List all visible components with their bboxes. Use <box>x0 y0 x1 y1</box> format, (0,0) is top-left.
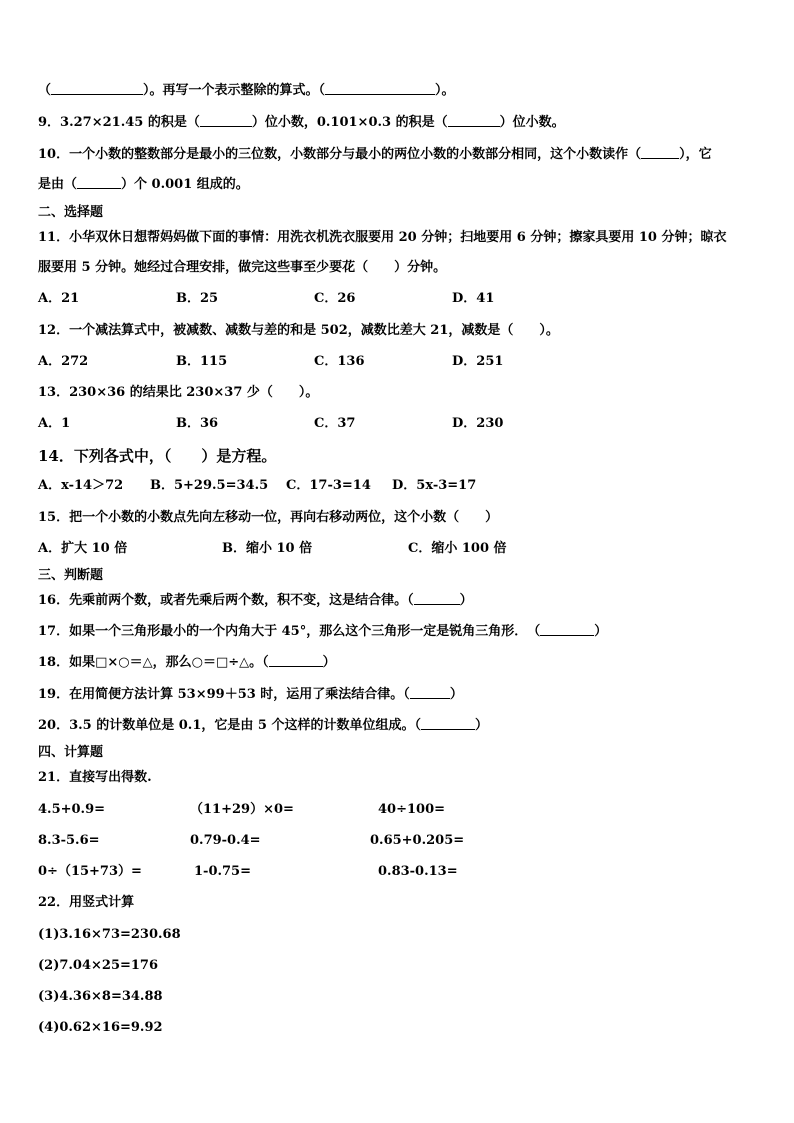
q11-option-d[interactable]: D．41 <box>452 291 495 306</box>
q19-blank[interactable] <box>410 686 450 699</box>
question-12 <box>38 322 559 340</box>
q10-text-d: ）个 0.001 组成的。 <box>121 177 249 192</box>
q13-option-d[interactable]: D．230 <box>452 416 504 431</box>
q15-option-b[interactable]: B．缩小 10 倍 <box>222 541 313 556</box>
q10-text-c: 是由（ <box>38 177 78 192</box>
question-16 <box>38 592 473 610</box>
q12-option-c[interactable]: C．136 <box>314 354 365 369</box>
q20-blank[interactable] <box>421 717 475 730</box>
q18-close: ） <box>322 655 336 670</box>
q22-number: 22． <box>38 895 70 910</box>
q10-blank-2[interactable] <box>77 176 121 189</box>
q21-expr-2-3: 0.65+0.205= <box>370 833 465 848</box>
section-3-heading: 三、判断题 <box>38 568 104 583</box>
q11-option-c[interactable]: C．26 <box>314 291 356 306</box>
q20-close: ） <box>474 718 488 733</box>
q16-close: ） <box>459 593 473 608</box>
question-9 <box>38 114 565 132</box>
q19-close: ） <box>449 687 463 702</box>
q16-number: 16． <box>38 593 70 608</box>
question-20 <box>38 717 488 735</box>
q21-expr-1-3: 40÷100= <box>378 802 446 817</box>
question-19 <box>38 686 463 704</box>
q21-expr-1-1: 4.5+0.9= <box>38 802 106 817</box>
q11-option-a[interactable]: A．21 <box>38 291 80 306</box>
q16-text: 先乘前两个数，或者先乘后两个数，积不变，这是结合律。（ <box>69 593 414 608</box>
q21-text: 直接写出得数. <box>69 770 152 785</box>
q12-option-d[interactable]: D．251 <box>452 354 504 369</box>
q14-number: 14． <box>38 447 74 465</box>
q8-open-paren: （ <box>38 83 52 98</box>
q11-number: 11． <box>38 230 70 245</box>
question-11-line-2: 服要用 5 分钟。她经过合理安排，做完这些事至少要花（ ）分钟。 <box>38 260 447 275</box>
q14-option-a[interactable]: A．x-14＞72 <box>38 478 124 493</box>
q20-number: 20． <box>38 718 70 733</box>
q17-text: 如果一个三角形最小的一个内角大于 45°，那么这个三角形一定是锐角三角形． （ <box>69 624 541 639</box>
question-18 <box>38 654 336 672</box>
q21-number: 21． <box>38 770 70 785</box>
question-10-line-2 <box>38 176 249 194</box>
q22-item-1: (1)3.16×73=230.68 <box>38 927 181 942</box>
q13-option-a[interactable]: A．1 <box>38 416 71 431</box>
question-21 <box>38 769 152 787</box>
question-15 <box>38 509 498 527</box>
q14-option-c[interactable]: C．17-3=14 <box>286 478 371 493</box>
q17-number: 17． <box>38 624 70 639</box>
q12-text: 一个减法算式中，被减数、减数与差的和是 502，减数比差大 21，减数是（ ）。 <box>69 323 559 338</box>
q21-expr-1-2: （11+29）×0= <box>190 802 294 817</box>
q9-text-c: ）位小数。 <box>499 115 565 130</box>
section-4-heading: 四、计算题 <box>38 745 104 760</box>
q9-text-a: 3.27×21.45 的积是（ <box>60 115 200 130</box>
q12-option-b[interactable]: B．115 <box>176 354 228 369</box>
q13-option-b[interactable]: B．36 <box>176 416 219 431</box>
q9-text-b: ）位小数，0.101×0.3 的积是（ <box>251 115 448 130</box>
q17-close: ） <box>594 624 608 639</box>
q12-number: 12． <box>38 323 70 338</box>
q10-text-b: ），它 <box>679 147 712 162</box>
q18-blank[interactable] <box>269 654 323 667</box>
q21-expr-3-3: 0.83-0.13= <box>378 864 458 879</box>
q10-number: 10． <box>38 147 70 162</box>
q20-text: 3.5 的计数单位是 0.1，它是由 5 个这样的计数单位组成。（ <box>69 718 421 733</box>
q8-blank-1[interactable] <box>51 82 143 95</box>
q19-number: 19． <box>38 687 70 702</box>
q22-item-4: (4)0.62×16=9.92 <box>38 1020 163 1035</box>
q17-blank[interactable] <box>540 623 594 636</box>
q21-expr-3-1: 0÷（15+73）= <box>38 864 142 879</box>
section-2-heading: 二、选择题 <box>38 205 104 220</box>
q22-item-2: (2)7.04×25=176 <box>38 958 159 973</box>
q13-number: 13． <box>38 385 70 400</box>
q12-option-a[interactable]: A．272 <box>38 354 89 369</box>
q15-text: 把一个小数的小数点先向左移动一位，再向右移动两位，这个小数（ ） <box>69 510 499 525</box>
q10-text-a: 一个小数的整数部分是最小的三位数，小数部分与最小的两位小数的小数部分相同，这个小数读作（ <box>69 147 642 162</box>
q13-text: 230×36 的结果比 230×37 少（ ）。 <box>69 385 319 400</box>
q8-tail-line <box>38 82 455 100</box>
q15-option-a[interactable]: A．扩大 10 倍 <box>38 541 128 556</box>
q15-option-c[interactable]: C．缩小 100 倍 <box>408 541 507 556</box>
q13-option-c[interactable]: C．37 <box>314 416 356 431</box>
q15-number: 15． <box>38 510 70 525</box>
q8-end-text: ）。 <box>435 83 455 98</box>
question-22 <box>38 894 134 912</box>
q16-blank[interactable] <box>414 592 460 605</box>
q14-option-b[interactable]: B．5+29.5=34.5 <box>150 478 269 493</box>
q11-text-1: 小华双休日想帮妈妈做下面的事情：用洗衣机洗衣服要用 20 分钟；扫地要用 6 分钟；擦家具要用 10 分钟；晾衣 <box>69 230 727 245</box>
question-17 <box>38 623 607 641</box>
question-13 <box>38 384 318 402</box>
q21-expr-3-2: 1-0.75= <box>194 864 251 879</box>
q18-number: 18． <box>38 655 70 670</box>
q8-blank-2[interactable] <box>325 82 435 95</box>
q18-text: 如果□×○＝△，那么○＝□÷△。（ <box>69 655 269 670</box>
question-14 <box>38 446 276 466</box>
q9-blank-1[interactable] <box>200 114 252 127</box>
q22-text: 用竖式计算 <box>69 895 135 910</box>
q9-number: 9． <box>38 115 61 130</box>
question-10-line-1 <box>38 146 712 164</box>
q14-text: 下列各式中，（ ）是方程。 <box>73 447 277 465</box>
q8-mid-text: ）。再写一个表示整除的算式。（ <box>143 83 326 98</box>
q22-item-3: (3)4.36×8=34.88 <box>38 989 163 1004</box>
q21-expr-2-1: 8.3-5.6= <box>38 833 100 848</box>
q10-blank-1[interactable] <box>641 146 679 159</box>
q9-blank-2[interactable] <box>448 114 500 127</box>
q14-option-d[interactable]: D．5x-3=17 <box>392 478 477 493</box>
question-11-line-1 <box>38 229 726 247</box>
q21-expr-2-2: 0.79-0.4= <box>190 833 261 848</box>
q11-option-b[interactable]: B．25 <box>176 291 219 306</box>
q19-text: 在用简便方法计算 53×99＋53 时，运用了乘法结合律。（ <box>69 687 410 702</box>
